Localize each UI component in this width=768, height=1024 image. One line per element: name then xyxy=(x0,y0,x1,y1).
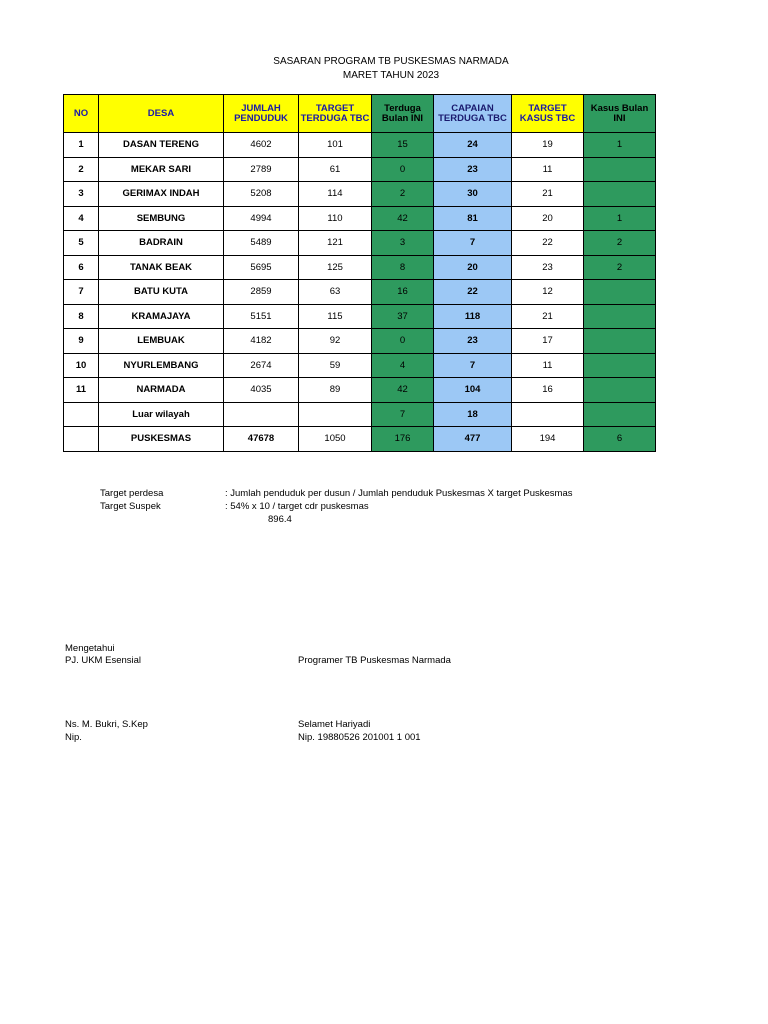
cell-target-terduga: 1050 xyxy=(299,427,372,452)
cell-terduga-bulan: 42 xyxy=(372,206,434,231)
cell-penduduk: 5208 xyxy=(224,182,299,207)
cell-target-kasus: 11 xyxy=(512,353,584,378)
cell-terduga-bulan: 7 xyxy=(372,402,434,427)
cell-desa: BADRAIN xyxy=(99,231,224,256)
cell-desa: MEKAR SARI xyxy=(99,157,224,182)
cell-no: 10 xyxy=(64,353,99,378)
cell-target-kasus xyxy=(512,402,584,427)
cell-terduga-bulan: 0 xyxy=(372,157,434,182)
cell-no: 6 xyxy=(64,255,99,280)
cell-target-terduga: 61 xyxy=(299,157,372,182)
cell-no: 5 xyxy=(64,231,99,256)
cell-target-terduga: 121 xyxy=(299,231,372,256)
note-target-suspek-label: Target Suspek xyxy=(100,501,161,512)
table-row xyxy=(64,255,656,280)
cell-capaian: 7 xyxy=(434,353,512,378)
table-row xyxy=(64,280,656,305)
cell-desa: LEMBUAK xyxy=(99,329,224,354)
cell-capaian: 24 xyxy=(434,133,512,158)
sig-right-nip: Nip. 19880526 201001 1 001 xyxy=(298,732,421,743)
cell-desa: KRAMAJAYA xyxy=(99,304,224,329)
note-target-perdesa-label: Target perdesa xyxy=(100,488,164,499)
cell-terduga-bulan: 176 xyxy=(372,427,434,452)
cell-capaian: 30 xyxy=(434,182,512,207)
cell-desa: DASAN TERENG xyxy=(99,133,224,158)
table-row xyxy=(64,182,656,207)
table-row xyxy=(64,402,656,427)
cell-target-terduga: 110 xyxy=(299,206,372,231)
table-row xyxy=(64,353,656,378)
cell-desa: PUSKESMAS xyxy=(99,427,224,452)
cell-target-terduga: 115 xyxy=(299,304,372,329)
cell-capaian: 18 xyxy=(434,402,512,427)
cell-desa: NARMADA xyxy=(99,378,224,403)
cell-penduduk: 2859 xyxy=(224,280,299,305)
cell-target-kasus: 11 xyxy=(512,157,584,182)
cell-target-terduga xyxy=(299,402,372,427)
table-row xyxy=(64,378,656,403)
cell-target-terduga: 89 xyxy=(299,378,372,403)
cell-penduduk: 5695 xyxy=(224,255,299,280)
cell-target-terduga: 114 xyxy=(299,182,372,207)
cell-target-kasus: 194 xyxy=(512,427,584,452)
table-row xyxy=(64,304,656,329)
cell-kasus-bulan xyxy=(584,157,656,182)
table-header-row xyxy=(64,95,656,133)
cell-no: 1 xyxy=(64,133,99,158)
cell-terduga-bulan: 15 xyxy=(372,133,434,158)
cell-target-kasus: 20 xyxy=(512,206,584,231)
cell-no: 4 xyxy=(64,206,99,231)
cell-no: 9 xyxy=(64,329,99,354)
sig-right-role: Programer TB Puskesmas Narmada xyxy=(298,655,451,666)
header-desa: DESA xyxy=(99,95,224,133)
cell-target-kasus: 21 xyxy=(512,304,584,329)
cell-no xyxy=(64,402,99,427)
cell-capaian: 81 xyxy=(434,206,512,231)
table-row xyxy=(64,133,656,158)
cell-capaian: 20 xyxy=(434,255,512,280)
cell-penduduk: 4182 xyxy=(224,329,299,354)
cell-penduduk: 2789 xyxy=(224,157,299,182)
cell-target-terduga: 63 xyxy=(299,280,372,305)
cell-no: 8 xyxy=(64,304,99,329)
cell-kasus-bulan xyxy=(584,378,656,403)
cell-target-kasus: 21 xyxy=(512,182,584,207)
note-target-suspek-value: : 54% x 10 / target cdr puskesmas xyxy=(225,501,369,512)
report-subtitle: MARET TAHUN 2023 xyxy=(342,70,440,81)
cell-penduduk: 5151 xyxy=(224,304,299,329)
sig-left-line1: Mengetahui xyxy=(65,643,115,654)
header-jumlah-penduduk: JUMLAH PENDUDUK xyxy=(224,95,299,133)
cell-kasus-bulan: 6 xyxy=(584,427,656,452)
header-kasus-bulan: Kasus Bulan INI xyxy=(584,95,656,133)
cell-target-terduga: 92 xyxy=(299,329,372,354)
cell-target-kasus: 19 xyxy=(512,133,584,158)
table-row xyxy=(64,206,656,231)
cell-desa: Luar wilayah xyxy=(99,402,224,427)
cell-target-kasus: 12 xyxy=(512,280,584,305)
cell-kasus-bulan xyxy=(584,402,656,427)
cell-capaian: 23 xyxy=(434,329,512,354)
cell-penduduk xyxy=(224,402,299,427)
cell-capaian: 118 xyxy=(434,304,512,329)
cell-penduduk: 2674 xyxy=(224,353,299,378)
cell-terduga-bulan: 3 xyxy=(372,231,434,256)
cell-kasus-bulan xyxy=(584,353,656,378)
sig-right-name: Selamet Hariyadi xyxy=(298,719,371,730)
cell-capaian: 7 xyxy=(434,231,512,256)
cell-penduduk: 4602 xyxy=(224,133,299,158)
cell-target-terduga: 59 xyxy=(299,353,372,378)
cell-target-terduga: 125 xyxy=(299,255,372,280)
cell-kasus-bulan: 1 xyxy=(584,206,656,231)
note-number: 896.4 xyxy=(268,514,292,525)
cell-target-kasus: 16 xyxy=(512,378,584,403)
header-target-terduga: TARGET TERDUGA TBC xyxy=(299,95,372,133)
table-row xyxy=(64,329,656,354)
cell-target-kasus: 22 xyxy=(512,231,584,256)
cell-no: 2 xyxy=(64,157,99,182)
header-target-kasus: TARGET KASUS TBC xyxy=(512,95,584,133)
header-terduga-bulan: Terduga Bulan INI xyxy=(372,95,434,133)
cell-terduga-bulan: 4 xyxy=(372,353,434,378)
cell-penduduk: 4035 xyxy=(224,378,299,403)
cell-kasus-bulan xyxy=(584,182,656,207)
cell-kasus-bulan: 1 xyxy=(584,133,656,158)
cell-desa: NYURLEMBANG xyxy=(99,353,224,378)
target-table xyxy=(63,94,656,452)
report-title: SASARAN PROGRAM TB PUSKESMAS NARMADA xyxy=(273,56,509,67)
cell-terduga-bulan: 16 xyxy=(372,280,434,305)
cell-kasus-bulan xyxy=(584,280,656,305)
cell-desa: GERIMAX INDAH xyxy=(99,182,224,207)
cell-desa: BATU KUTA xyxy=(99,280,224,305)
cell-penduduk: 47678 xyxy=(224,427,299,452)
table-row xyxy=(64,231,656,256)
sig-left-line2: PJ. UKM Esensial xyxy=(65,655,142,666)
header-capaian-terduga: CAPAIAN TERDUGA TBC xyxy=(434,95,512,133)
cell-kasus-bulan: 2 xyxy=(584,231,656,256)
cell-terduga-bulan: 2 xyxy=(372,182,434,207)
cell-target-kasus: 17 xyxy=(512,329,584,354)
header-no: NO xyxy=(64,95,99,133)
cell-terduga-bulan: 37 xyxy=(372,304,434,329)
cell-no: 11 xyxy=(64,378,99,403)
cell-terduga-bulan: 8 xyxy=(372,255,434,280)
cell-capaian: 104 xyxy=(434,378,512,403)
cell-penduduk: 4994 xyxy=(224,206,299,231)
cell-capaian: 23 xyxy=(434,157,512,182)
table-row xyxy=(64,157,656,182)
note-target-perdesa-value: : Jumlah penduduk per dusun / Jumlah penduduk Puskesmas X target Puskesmas xyxy=(225,488,573,499)
cell-no: 3 xyxy=(64,182,99,207)
cell-capaian: 477 xyxy=(434,427,512,452)
cell-desa: TANAK BEAK xyxy=(99,255,224,280)
cell-no xyxy=(64,427,99,452)
cell-kasus-bulan: 2 xyxy=(584,255,656,280)
cell-target-kasus: 23 xyxy=(512,255,584,280)
sig-left-nip: Nip. xyxy=(65,732,82,743)
table-row xyxy=(64,427,656,452)
cell-target-terduga: 101 xyxy=(299,133,372,158)
cell-penduduk: 5489 xyxy=(224,231,299,256)
cell-capaian: 22 xyxy=(434,280,512,305)
cell-desa: SEMBUNG xyxy=(99,206,224,231)
cell-terduga-bulan: 42 xyxy=(372,378,434,403)
cell-kasus-bulan xyxy=(584,304,656,329)
cell-kasus-bulan xyxy=(584,329,656,354)
sig-left-name: Ns. M. Bukri, S.Kep xyxy=(65,719,148,730)
cell-terduga-bulan: 0 xyxy=(372,329,434,354)
cell-no: 7 xyxy=(64,280,99,305)
